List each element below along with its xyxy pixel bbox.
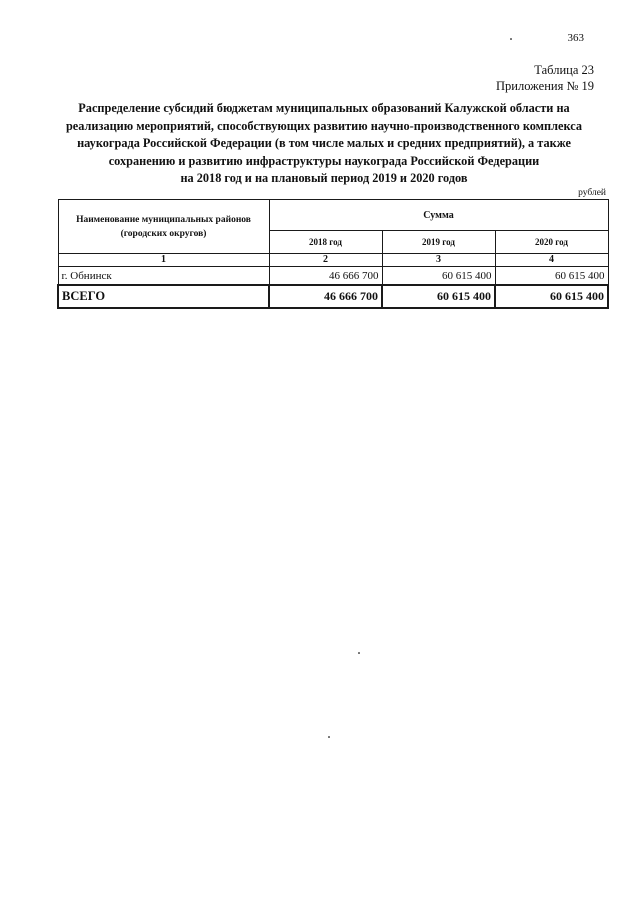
table-number: Таблица 23: [534, 63, 594, 77]
column-numbers-row: [58, 254, 608, 267]
unit-label: рублей: [578, 188, 606, 198]
column-number: 2: [269, 254, 382, 267]
column-number: 1: [58, 254, 269, 267]
scan-speck: [328, 736, 330, 738]
title-line: наукограда Российской Федерации (в том числе малых и средних предприятий), а также: [77, 136, 571, 151]
scan-speck: [510, 38, 512, 40]
value-2019: 60 615 400: [382, 267, 495, 286]
table-header-row: [58, 200, 608, 231]
column-number: 3: [382, 254, 495, 267]
total-2018: 46 666 700: [269, 285, 382, 308]
table-row: [58, 267, 608, 286]
subsidy-table: [57, 199, 609, 309]
title-line: на 2018 год и на плановый период 2019 и 2020 годов: [180, 171, 468, 186]
title-line: Распределение субсидий бюджетам муниципальных образований Калужской области на: [78, 101, 570, 115]
total-2020: 60 615 400: [495, 285, 608, 308]
header-year-2020: 2020 год: [495, 231, 608, 254]
header-municipality: Наименование муниципальных районов (городских округов): [58, 200, 269, 254]
total-2019: 60 615 400: [382, 285, 495, 308]
value-2020: 60 615 400: [495, 267, 608, 286]
page-number: 363: [567, 32, 584, 44]
municipality-name: г. Обнинск: [58, 267, 269, 286]
header-sum: Сумма: [269, 200, 608, 231]
value-2018: 46 666 700: [269, 267, 382, 286]
document-title: [50, 100, 598, 188]
column-number: 4: [495, 254, 608, 267]
title-line: сохранению и развитию инфраструктуры наукограда Российской Федерации: [108, 153, 540, 168]
scan-speck: [358, 652, 360, 654]
header-year-2019: 2019 год: [382, 231, 495, 254]
header-year-2018: 2018 год: [269, 231, 382, 254]
table-reference: [440, 62, 594, 94]
total-label: ВСЕГО: [58, 285, 269, 308]
appendix-number: Приложения № 19: [496, 79, 594, 93]
title-line: реализацию мероприятий, способствующих развитию научно-производственного комплекса: [65, 118, 583, 133]
total-row: [58, 285, 608, 308]
